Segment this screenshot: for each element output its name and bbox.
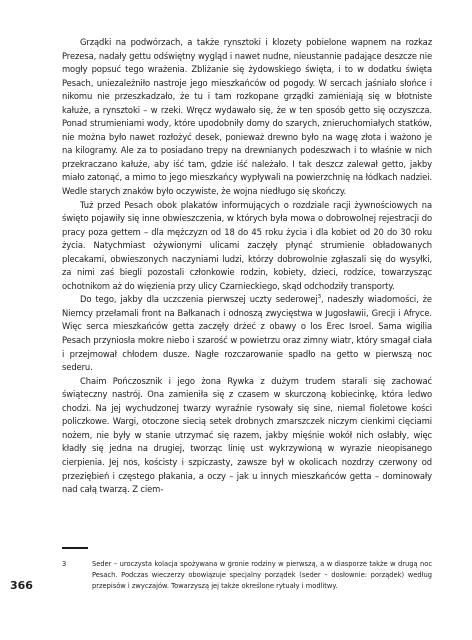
footnote-text: Seder – uroczysta kolacja spożywana w gronie rodziny w pierwszą, a w diasporze także w drugą noc Pesach. Podczas wieczerzy obowiązuje specjalny porządek (seder – dosłownie: porządek) według przepisów i zwyczajów. Towarzyszą jej także określone rytuały i modlitwy. [92, 560, 432, 590]
footnote-number: 3 [62, 560, 67, 568]
paragraph-posters: Tuż przed Pesach obok plakatów informujących o rozdziale racji żywnościowych na święto pojawiły się inne obwieszczenia, w których była mowa o dobrowolnej rejestracji do pracy poza gettem – dla mężczyzn od 18 do 45 roku życia i dla kobiet od 20 do 30 roku życia. Natychmiast ożywionymi ulicami zaczęły płynąć strumienie obładowanych plecakami, obwieszonych naczyniami ludzi, którzy dobrowolnie zgłaszali się do wysyłki, za nimi zaś biegli pozostali członkowie rodzin, kobiety, dzieci, rodzice, towarzysząc ochotnikom aż do więzienia przy ulicy Czarnieckiego, skąd odchodziły transporty. [62, 199, 432, 291]
paragraph-chaim: Chaim Pończosznik i jego żona Rywka z dużym trudem starali się zachować świąteczny nastrój. Ona zamieniła się z czasem w skurczoną kobiecinkę, która ledwo chodzi. Na jej wychudzonej twarzy wyraźnie rysowały się sine, niemal fioletowe kości policzkowe. Wargi, otoczone siecią setek drobnych zmarszczek niczym cienkimi cięciami nożem, nie były w stanie utrzymać się razem, jakby mięśnie wokół nich osłabły, więc kładły się jedna na drugiej, tworząc linię ust wykrzywioną w wyrazie nieopisanego cierpienia. Jej nos, kościsty i szpiczasty, zawsze był w okolicach nozdrzy czerwony od przeziębień i częstego płakania, a oczy – jak u innych mieszkańców getta – dominowały nad całą twarzą. Z ciem- [62, 375, 432, 495]
footnote-divider [62, 547, 88, 549]
paragraph-seder-text-end: , nadeszły wiadomości, że Niemcy przełamali front na Bałkanach i odnoszą zwycięstwa w Jugosławii, Grecji i Afryce. Więc serca mieszkańców getta zaczęły drżeć z obawy o los Erec Isroel. Sama wigilia Pesach przyniosła mokre niebo i szarość w powietrzu oraz zimny wiatr, który smagał ciała i przejmował chłodem dusze. Nagłe rozczarowanie spadło na getto w pierwszą noc sederu. [62, 294, 432, 373]
page-number: 366 [10, 579, 33, 592]
paragraph-seder-text-start: Do tego, jakby dla uczczenia pierwszej uczty sederowej [80, 294, 318, 305]
body-text [62, 36, 432, 497]
paragraph-seder [62, 293, 432, 374]
paragraph-gardens: Grządki na podwórzach, a także rynsztoki i klozety pobielone wapnem na rozkaz Prezesa, nadały gettu odświętny wygląd i nawet nudne, nieustannie padające deszcze nie mogły popsuć tego wrażenia. Zbliżanie się żydowskiego święta, i to w dodatku święta Pesach, uniezależniło nastroje jego mieszkańców od pogody. W sercach jaśniało słońce i nikomu nie przeszkadzało, że tu i tam rozkopane grządki zamieniają się w błotniste kałuże, a rynsztoki – w rzeki. Wręcz wydawało się, że w ten sposób getto się oczyszcza. Ponad strumieniami wody, które upodobniły domy do szarych, znieruchomiałych statków, nie można było nawet rozłożyć desek, ponieważ drewno było na wagę złota i ważono je na kilogramy. Ale za to posiadano trepy na drewnianych podeszwach i to właśnie w nich przekraczano kałuże, aby iść tam, gdzie iść należało. I tak deszcz zalewał getto, jakby miało zatonąć, a mimo to jego mieszkańcy wypływali na powierzchnię na łódkach nadziei. Wedle starych znaków było oczywiste, że wojna niedługo się skończy. [62, 37, 432, 197]
footnote-reference: 3 [317, 294, 321, 301]
